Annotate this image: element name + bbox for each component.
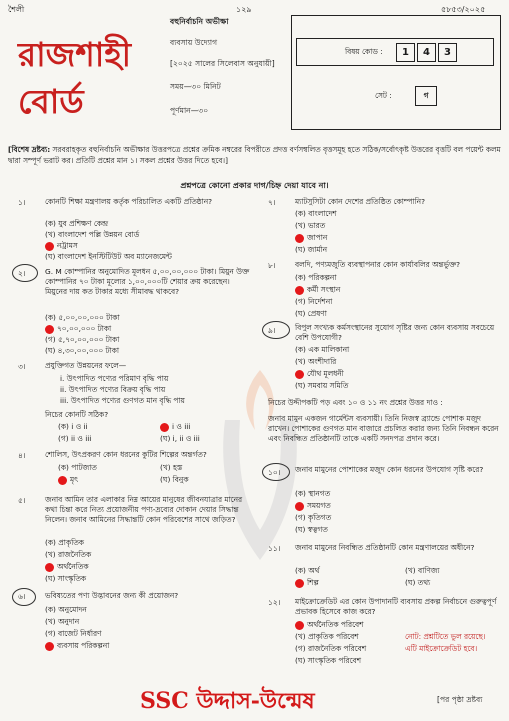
- q11-number: ১১।: [268, 544, 281, 553]
- q6-stem: ভবিষ্যতের পণ্য উদ্ভাবনের জন্য কী প্রয়োজন?: [45, 591, 179, 600]
- subject-code-digit: 1: [396, 43, 415, 62]
- page-number: ১২৯: [236, 5, 252, 14]
- q12-option: (গ) রাজনৈতিক পরিবেশ: [295, 644, 367, 653]
- subject-code-digit: 4: [417, 43, 436, 62]
- q7-option: (ঘ) জার্মান: [295, 245, 328, 254]
- q5-option: (খ) রাজনৈতিক: [45, 550, 92, 559]
- q2-stem: G. M কোম্পানির অনুমোদিত মূলধন ৫,০০,০০,০০০ টাকা। মিয়ুন উক্ত কোম্পানির ৭০ টাকা মূল্যের ১,০০,০০০টি শেয়ার ক্রয় করেছেন। মিয়ুনের দায় কত টাকার মধ্যে সীমাবদ্ধ থাকবে?: [45, 267, 250, 296]
- q9-number: ৯।: [268, 326, 276, 335]
- q6-option: (ক) অনুমোদন: [45, 605, 87, 614]
- set-label: সেট :: [375, 91, 392, 100]
- code-set-box: [291, 15, 501, 130]
- q2-option: (গ) ৫,৭০,০০,০০০ টাকা: [45, 335, 120, 344]
- instructions-title: [বিশেষ দ্রষ্টব্য:: [8, 145, 51, 154]
- q3-option: (ক) i ও ii: [58, 422, 88, 431]
- q3-answer: i ও iii: [160, 422, 190, 434]
- question-code: ৫৮৫৩/২০২৫: [441, 5, 486, 14]
- q5-answer: অর্থনৈতিক: [45, 562, 89, 574]
- q9-option: (ঘ) সমবায় সমিতি: [295, 381, 349, 390]
- q1-option: (খ) বাংলাদেশ পল্লি উন্নয়ন বোর্ড: [45, 230, 140, 239]
- q9-option: (ক) এক মালিকানা: [295, 345, 350, 354]
- q3-item: i. উৎপাদিত পণ্যের পরিমাণ বৃদ্ধি পায়: [60, 374, 169, 383]
- q11-option: (ঘ) তথ্য: [405, 578, 431, 587]
- syllabus-note: [২০২৫ সালের সিলেবাস অনুযায়ী]: [170, 59, 275, 68]
- q1-option: (ক) যুব প্রশিক্ষণ কেন্দ্র: [45, 219, 108, 228]
- q4-option: (ঘ) বিনুক: [160, 475, 189, 484]
- subject-code-digit: 3: [438, 43, 457, 62]
- q8-number: ৮।: [268, 261, 276, 270]
- q8-option: (ক) পরিকল্পনা: [295, 273, 337, 282]
- q7-option: (ক) বাংলাদেশ: [295, 209, 337, 218]
- watermark-logo: [205, 360, 315, 600]
- q3-ask: নিচের কোনটি সঠিক?: [45, 410, 109, 419]
- q2-option: (ক) ৫,০০,০০,০০০ টাকা: [45, 313, 120, 322]
- q10-answer: সময়গত: [295, 501, 331, 513]
- q4-option: (ক) পাটজাত: [58, 463, 97, 472]
- q4-option: (খ) হস্ত: [160, 463, 183, 472]
- no-mark-notice: প্রশ্নপত্রে কোনো প্রকার দাগ/চিহ্ন দেয়া যাবে না।: [180, 181, 329, 190]
- instructions-text: সরবরাহকৃত বহুনির্বাচনি অভীক্ষার উত্তরপত্রে প্রশ্নের ক্রমিক নম্বরের বিপরীতে প্রদত্ত বর্ণসম্বলিত বৃত্তসমূহ হতে সঠিক/সর্বোৎকৃষ্ট উত্তরের বৃত্তটি বল পয়েন্ট কলম দ্বারা সম্পূর্ণ ভরাট কর। প্রতিটি প্রশ্নের মান ১। সকল প্রশ্নের উত্তর দিতে হবে।]: [8, 145, 501, 165]
- q3-option: (গ) ii ও iii: [58, 434, 92, 443]
- q12-option: (খ) প্রাকৃতিক পরিবেশ: [295, 632, 359, 641]
- header-tag: শৈলী: [8, 5, 25, 14]
- q8-stem: বলদি, পণ্যমজুতি ব্যবস্থাপনার কোন কার্যাবলির অন্তর্ভুক্ত?: [295, 260, 461, 269]
- q3-item: iii. উৎপাদিত পণ্যের গুণগত মান বৃদ্ধি পায়: [60, 396, 185, 405]
- q8-option: (গ) নির্দেশনা: [295, 297, 333, 306]
- q1-number: ১।: [18, 198, 26, 207]
- set-value: গ: [415, 86, 437, 106]
- q5-number: ৫।: [18, 496, 26, 505]
- answer-dot: [295, 286, 304, 295]
- q8-answer: কর্মী সংস্থান: [295, 285, 340, 297]
- q3-item: ii. উৎপাদিত পণ্যের বিক্রয় বৃদ্ধি পায়: [60, 385, 166, 394]
- q2-answer: ৭০,০০,০০০ টাকা: [45, 324, 111, 336]
- q10-option: (গ) কৃতিগত: [295, 513, 332, 522]
- q1-option: (ঘ) বাংলাদেশ ইনস্টিটিউট অব ম্যানেজমেন্ট: [45, 252, 172, 261]
- q11-option: (খ) বাণিজ্য: [405, 566, 440, 575]
- answer-dot: [160, 423, 169, 432]
- q9-stem: বিপুল সংখ্যক কর্মসংস্থানের সুযোগ সৃষ্টির জন্য কোন ব্যবসায় সবচেয়ে বেশি উপযোগী?: [295, 323, 495, 342]
- subject-code-label: বিষয় কোড :: [345, 47, 383, 56]
- answer-dot: [58, 476, 67, 485]
- q4-stem: শোলিস, উৎপ্রকরণ কোন ধরনের কুটির শিল্পের অন্তর্গত?: [45, 450, 207, 459]
- board-name-line1: রাজশাহী: [18, 35, 132, 74]
- q6-number: ৬।: [18, 592, 26, 601]
- q12-stem: মাইক্রোক্রেডিট এর কোন উপাদানটি ব্যবসায় প্রকল্প নির্বাচনে গুরুত্বপূর্ণ প্রভাবক হিসেবে কাজ করে?: [295, 597, 497, 616]
- subject-name: ব্যবসায় উদ্যোগ: [170, 38, 218, 47]
- q10-number: ১০।: [268, 468, 281, 477]
- q4-number: ৪।: [18, 451, 26, 460]
- q7-stem: ম্যাটসুসিটা কোন দেশের প্রতিষ্ঠিত কোম্পানি?: [295, 197, 425, 206]
- passage-text: জনাব মামুন একজন গার্মেন্টস ব্যবসায়ী। তিনি নিজস্ব ব্র্যান্ডে পোশাক মজুদ রাখেন। পোশাকের গুণগত মান বাজারে প্রচলিত করার জন্য তিনি নিবন্ধন করেন এবং নিবন্ধিত প্রতিষ্ঠানটি তাকে একটি সনদপত্র প্রদান করে।: [268, 414, 499, 443]
- answer-dot: [295, 234, 304, 243]
- instructions: [8, 144, 501, 166]
- q10-option: (ঘ) স্বত্বগত: [295, 525, 328, 534]
- q3-number: ৩।: [18, 362, 26, 371]
- q11-answer: শিল্প: [295, 578, 319, 590]
- q3-option: (ঘ) i, ii ও iii: [160, 434, 200, 443]
- board-name-line2: বোর্ড: [18, 82, 84, 121]
- q4-answer: মৃৎ: [58, 475, 78, 487]
- subject-code-box: [296, 38, 494, 66]
- q2-number: ২।: [18, 269, 26, 278]
- q6-option: (গ) বাজেট নির্ধারণ: [45, 629, 102, 638]
- exam-time: সময়—৩০ মিনিট: [170, 82, 221, 91]
- q7-option: (খ) ভারত: [295, 221, 326, 230]
- exam-type: বহুনির্বাচনি অভীক্ষা: [170, 17, 229, 26]
- q11-stem: জনাব মামুনের নিবন্ধিত প্রতিষ্ঠানটি কোন মন্ত্রণালয়ের অধীনে?: [295, 543, 475, 552]
- q6-answer: ব্যবসায় পরিকল্পনা: [45, 641, 109, 653]
- answer-dot: [45, 563, 54, 572]
- q6-option: (খ) অনুদান: [45, 617, 80, 626]
- next-page-note: [পর পৃষ্ঠা দ্রষ্টব্য: [437, 695, 483, 704]
- q5-stem: জনাব আমিন তার এলাকার নিম্ন আয়ের মানুষের জীবনযাত্রার মানের কথা চিন্তা করে নিত্য প্রয়োজনীয় পণ্য-দ্রব্যের দোকান দেয়ার সিদ্ধান্ত নিলেন। জনাব আমিনের সিদ্ধান্তটি কোন পরিবেশের সাথে জড়িত?: [45, 495, 243, 524]
- full-marks: পূর্ণমান—৩০: [170, 106, 209, 115]
- q2-option: (ঘ) ৪,৩০,০০,০০০ টাকা: [45, 346, 119, 355]
- q5-option: (ক) প্রাকৃতিক: [45, 538, 84, 547]
- q12-number: ১২।: [268, 598, 281, 607]
- answer-dot: [295, 579, 304, 588]
- q9-option: (খ) অংশীদারি: [295, 357, 337, 366]
- answer-dot: [295, 370, 304, 379]
- answer-dot: [295, 502, 304, 511]
- q12-answer: অর্থনৈতিক পরিবেশ: [295, 620, 364, 632]
- q9-hand-circle: [262, 321, 290, 339]
- q1-stem: কোনটি শিক্ষা মন্ত্রণালয় কর্তৃক পরিচালিত একটি প্রতিষ্ঠান?: [45, 197, 213, 206]
- q11-option: (ক) অর্থ: [295, 566, 320, 575]
- q10-option: (ক) স্থানগত: [295, 489, 331, 498]
- footer-brand: SSC উদ্দাস-উন্মেষ: [140, 688, 315, 714]
- q7-number: ৭।: [268, 198, 276, 207]
- answer-dot: [45, 642, 54, 651]
- q9-answer: যৌথ মূলধনী: [295, 369, 344, 381]
- passage-intro: নিচের উদ্দীপকটি পড় এবং ১০ ও ১১ নং প্রশ্নের উত্তর দাও :: [268, 398, 443, 407]
- handwritten-note-line1: নোট: প্রশ্নটিতে ভুল রয়েছে।: [405, 632, 486, 641]
- q8-option: (ঘ) প্রেষণা: [295, 309, 327, 318]
- handwritten-note-line2: এটি মাইক্রোক্রেডিট হবে।: [405, 644, 478, 653]
- q12-option: (ঘ) সাংস্কৃতিক পরিবেশ: [295, 656, 362, 665]
- answer-dot: [45, 325, 54, 334]
- answer-dot: [295, 621, 304, 630]
- q3-stem: প্রযুক্তিগত উন্নয়নের ফলে—: [45, 361, 127, 370]
- q1-answer: নট্রামস: [45, 241, 78, 253]
- q10-stem: জনাব মামুনের পোশাকের মজুদ কোন ধরনের উপযোগ সৃষ্টি করে?: [295, 465, 484, 474]
- q7-answer: জাপান: [295, 233, 327, 245]
- q5-option: (ঘ) সাংস্কৃতিক: [45, 574, 87, 583]
- answer-dot: [45, 242, 54, 251]
